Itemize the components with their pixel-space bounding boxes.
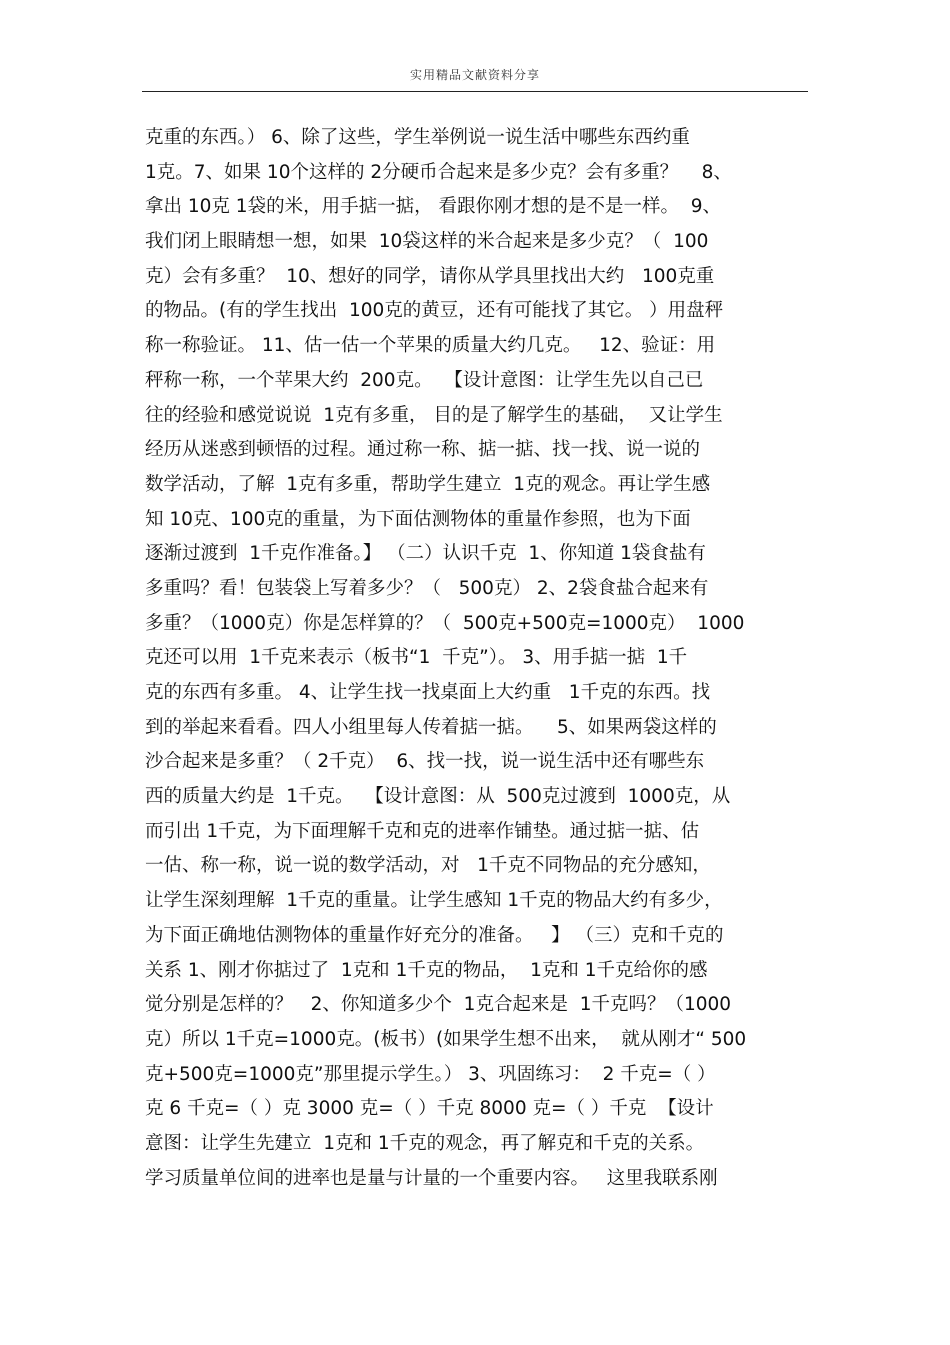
- text-line: 多重？（1000克）你是怎样算的？（ 500克+500克=1000克） 1000: [145, 612, 745, 634]
- page-header: 实用精品文献资料分享: [409, 68, 540, 82]
- text-line: 学习质量单位间的进率也是量与计量的一个重要内容。 这里我联系刚: [145, 1167, 718, 1189]
- text-line: 克还可以用 1千克来表示（板书“1 千克”）。 3、用手掂一掂 1千: [145, 647, 688, 669]
- text-line: 拿出 10克 1袋的米，用手掂一掂， 看跟你刚才想的是不是一样。 9、: [145, 196, 721, 218]
- text-line: 克的东西有多重。 4、让学生找一找桌面上大约重 1千克的东西。找: [145, 682, 711, 703]
- text-line: 克）会有多重？ 10、想好的同学，请你从学具里找出大约 100克重: [145, 265, 715, 287]
- text-line: 到的举起来看看。四人小组里每人传着掂一掂。 5、如果两袋这样的: [145, 716, 717, 738]
- text-line: 让学生深刻理解 1千克的重量。让学生感知 1千克的物品大约有多少，: [145, 890, 723, 912]
- text-line: 的物品。(有的学生找出 100克的黄豆，还有可能找了其它。 ）用盘秤: [145, 300, 724, 322]
- text-line: 克+500克=1000克”那里提示学生。） 3、巩固练习： 2 千克=（ ）: [145, 1063, 716, 1085]
- text-line: 关系 1、刚才你掂过了 1克和 1千克的物品， 1克和 1千克给你的感: [145, 959, 708, 981]
- text-line: 为下面正确地估测物体的重量作好充分的准备。 】 （三）克和千克的: [145, 924, 724, 946]
- text-line: 称一称验证。 11、估一估一个苹果的质量大约几克。 12、验证：用: [145, 335, 716, 357]
- text-line: 知 10克、100克的重量，为下面估测物体的重量作参照，也为下面: [145, 508, 691, 530]
- text-line: 一估、称一称，说一说的数学活动，对 1千克不同物品的充分感知，: [145, 855, 711, 877]
- text-line: 经历从迷惑到顿悟的过程。通过称一称、掂一掂、找一找、说一说的: [145, 439, 701, 461]
- text-line: 意图：让学生先建立 1克和 1千克的观念，再了解克和千克的关系。: [145, 1132, 705, 1154]
- text-line: 觉分别是怎样的？ 2、你知道多少个 1克合起来是 1千克吗？（1000: [145, 994, 732, 1016]
- text-line: 1克。7、如果 10个这样的 2分硬币合起来是多少克？会有多重？ 8、: [145, 161, 732, 183]
- text-line: 克 6 千克=（ ）克 3000 克=（ ）千克 8000 克=（ ）千克 【设计: [145, 1098, 714, 1120]
- document-body: [145, 121, 825, 1196]
- text-line: 数学活动，了解 1克有多重，帮助学生建立 1克的观念。再让学生感: [145, 473, 711, 495]
- header-divider: [142, 91, 808, 92]
- text-line: 往的经验和感觉说说 1克有多重， 目的是了解学生的基础， 又让学生: [145, 404, 723, 426]
- text-line: 克重的东西。） 6、除了这些，学生举例说一说生活中哪些东西约重: [145, 127, 690, 148]
- text-line: 西的质量大约是 1千克。 【设计意图：从 500克过渡到 1000克，从: [145, 786, 731, 808]
- text-line: 沙合起来是多重？（ 2千克） 6、找一找，说一说生活中还有哪些东: [145, 751, 705, 773]
- text-line: 逐渐过渡到 1千克作准备。】 （二）认识千克 1、你知道 1袋食盐有: [145, 543, 706, 565]
- text-line: 秤称一称，一个苹果大约 200克。 【设计意图：让学生先以自己已: [145, 369, 704, 391]
- text-line: 多重吗？看！包装袋上写着多少？（ 500克） 2、2袋食盐合起来有: [145, 577, 709, 599]
- text-line: 而引出 1千克，为下面理解千克和克的进率作铺垫。通过掂一掂、估: [145, 820, 700, 842]
- text-line: 克）所以 1千克=1000克。(板书）(如果学生想不出来， 就从刚才“ 500: [145, 1028, 747, 1050]
- text-line: 我们闭上眼睛想一想，如果 10袋这样的米合起来是多少克？（ 100: [145, 231, 709, 253]
